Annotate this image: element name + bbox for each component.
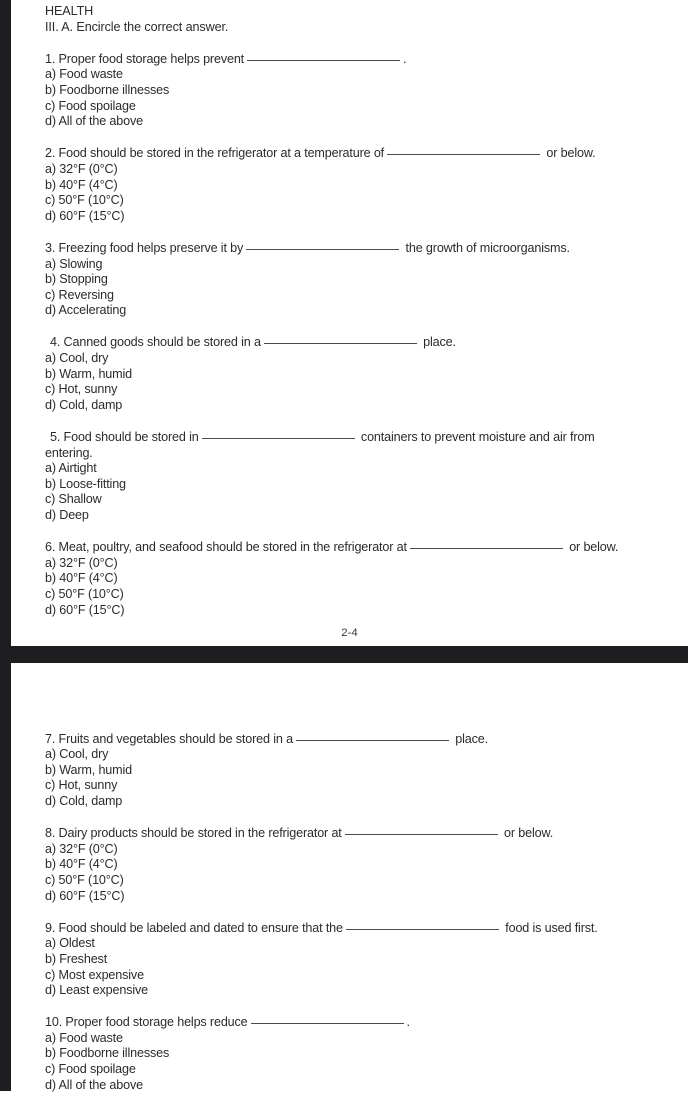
question-block [45, 731, 686, 810]
answer-option[interactable]: c) Hot, sunny [45, 382, 118, 397]
scan-edge-strip-bottom [0, 663, 11, 1091]
answer-option[interactable]: a) Cool, dry [45, 351, 109, 366]
answer-option[interactable]: d) All of the above [45, 1077, 143, 1092]
worksheet-page-1 [11, 0, 688, 646]
instruction-line: III. A. Encircle the correct answer. [45, 19, 229, 34]
question-stem [45, 334, 686, 351]
page-folio: 2-4 [341, 627, 358, 639]
answer-option[interactable]: b) Loose-fitting [45, 476, 126, 491]
question-stem-text: 2. Food should be stored in the refrigerator at a temperature of [45, 146, 385, 161]
question-stem [45, 825, 686, 842]
answer-blank[interactable] [346, 920, 499, 930]
answer-option[interactable]: c) Food spoilage [45, 1062, 136, 1077]
answer-option[interactable]: a) Oldest [45, 936, 95, 951]
answer-option[interactable]: c) 50°F (10°C) [45, 193, 124, 208]
answer-option[interactable]: d) All of the above [45, 114, 143, 129]
question-stem-tail: or below. [543, 146, 596, 161]
question-stem-text: 8. Dairy products should be stored in the refrigerator at [45, 826, 342, 841]
question-block [45, 539, 686, 618]
question-stem-tail: place. [419, 335, 456, 350]
answer-option[interactable]: b) 40°F (4°C) [45, 571, 118, 586]
question-gap [45, 35, 686, 51]
answer-blank[interactable] [410, 539, 563, 549]
question-stem [45, 539, 686, 556]
question-stem-tail: the growth of microorganisms. [402, 240, 570, 255]
question-stem-text: 6. Meat, poultry, and seafood should be stored in the refrigerator at [45, 540, 407, 555]
answer-blank[interactable] [202, 429, 355, 439]
question-block [45, 1014, 686, 1093]
question-gap [45, 904, 686, 920]
page-1-question-list [45, 35, 686, 618]
question-block [45, 825, 686, 904]
answer-option[interactable]: c) 50°F (10°C) [45, 872, 124, 887]
answer-option[interactable]: d) Deep [45, 508, 89, 522]
question-stem [45, 1014, 686, 1031]
answer-blank[interactable] [247, 51, 400, 61]
answer-blank[interactable] [246, 240, 399, 250]
question-gap [45, 715, 686, 731]
answer-option[interactable]: b) Foodborne illnesses [45, 1046, 170, 1061]
answer-option[interactable]: d) Cold, damp [45, 397, 123, 412]
question-stem [45, 731, 686, 748]
question-stem-text: 1. Proper food storage helps prevent [45, 51, 245, 66]
question-gap [45, 810, 686, 826]
answer-option[interactable]: b) Stopping [45, 272, 108, 287]
question-stem-text: 4. Canned goods should be stored in a [50, 335, 261, 350]
answer-option[interactable]: a) 32°F (0°C) [45, 841, 118, 856]
question-stem-text: 5. Food should be stored in [50, 430, 199, 445]
answer-option[interactable]: c) Hot, sunny [45, 778, 118, 793]
subject-heading: HEALTH [45, 4, 94, 18]
question-stem [45, 920, 686, 937]
question-gap [45, 524, 686, 540]
scan-edge-strip-top [0, 0, 11, 646]
answer-option[interactable]: b) 40°F (4°C) [45, 177, 118, 192]
question-stem-tail: . [406, 1015, 410, 1030]
question-stem [45, 429, 686, 446]
question-stem-tail: food is used first. [501, 920, 598, 935]
question-block [45, 240, 686, 319]
answer-option[interactable]: b) Foodborne illnesses [45, 82, 170, 97]
answer-option[interactable]: c) Shallow [45, 492, 102, 507]
answer-option[interactable]: a) Food waste [45, 1030, 123, 1045]
answer-option[interactable]: b) 40°F (4°C) [45, 857, 118, 872]
question-stem [45, 145, 686, 162]
answer-option[interactable]: a) Cool, dry [45, 747, 109, 762]
answer-option[interactable]: a) 32°F (0°C) [45, 555, 118, 570]
page-2-content [11, 663, 688, 1093]
question-stem-continuation: entering. [45, 445, 93, 460]
question-stem-text: 9. Food should be labeled and dated to ensure that the [45, 920, 343, 935]
answer-option[interactable]: d) Cold, damp [45, 793, 123, 808]
question-stem [45, 51, 686, 68]
answer-blank[interactable] [387, 145, 540, 155]
question-gap [45, 319, 686, 335]
question-stem-text: 7. Fruits and vegetables should be stored in a [45, 731, 293, 746]
answer-option[interactable]: c) Reversing [45, 287, 114, 302]
page-2-question-list [45, 715, 686, 1093]
question-stem [45, 240, 686, 257]
answer-option[interactable]: d) 60°F (15°C) [45, 888, 125, 903]
page-separator-band [0, 646, 688, 663]
question-gap [45, 413, 686, 429]
answer-option[interactable]: b) Warm, humid [45, 366, 133, 381]
question-stem-tail: containers to prevent moisture and air from [357, 430, 595, 445]
answer-option[interactable]: b) Warm, humid [45, 762, 133, 777]
question-gap [45, 999, 686, 1015]
question-block [45, 429, 686, 524]
question-gap [45, 224, 686, 240]
question-block [45, 145, 686, 224]
answer-option[interactable]: a) Slowing [45, 256, 103, 271]
question-gap [45, 130, 686, 146]
question-block [45, 334, 686, 413]
answer-option[interactable]: a) 32°F (0°C) [45, 161, 118, 176]
question-stem-text: 10. Proper food storage helps reduce [45, 1015, 248, 1030]
question-stem-tail: . [403, 51, 407, 66]
question-stem-tail: or below. [565, 540, 619, 555]
answer-option[interactable]: d) 60°F (15°C) [45, 208, 125, 223]
question-stem-tail: place. [451, 731, 488, 746]
answer-blank[interactable] [345, 825, 498, 835]
answer-blank[interactable] [264, 334, 417, 344]
answer-option[interactable]: c) 50°F (10°C) [45, 586, 124, 601]
question-block [45, 920, 686, 999]
answer-option[interactable]: a) Food waste [45, 67, 123, 82]
answer-option[interactable]: d) 60°F (15°C) [45, 602, 125, 617]
question-stem-text: 3. Freezing food helps preserve it by [45, 240, 244, 255]
question-block [45, 51, 686, 130]
question-stem-tail: or below. [500, 826, 554, 841]
answer-option[interactable]: c) Food spoilage [45, 98, 136, 113]
answer-option[interactable]: d) Accelerating [45, 303, 127, 318]
answer-option[interactable]: d) Least expensive [45, 983, 149, 998]
answer-blank[interactable] [296, 731, 449, 741]
answer-option[interactable]: b) Freshest [45, 951, 108, 966]
worksheet-page-2 [11, 663, 688, 1091]
answer-option[interactable]: a) Airtight [45, 461, 97, 476]
page-1-content [11, 0, 688, 618]
answer-blank[interactable] [251, 1014, 404, 1024]
answer-option[interactable]: c) Most expensive [45, 967, 144, 982]
